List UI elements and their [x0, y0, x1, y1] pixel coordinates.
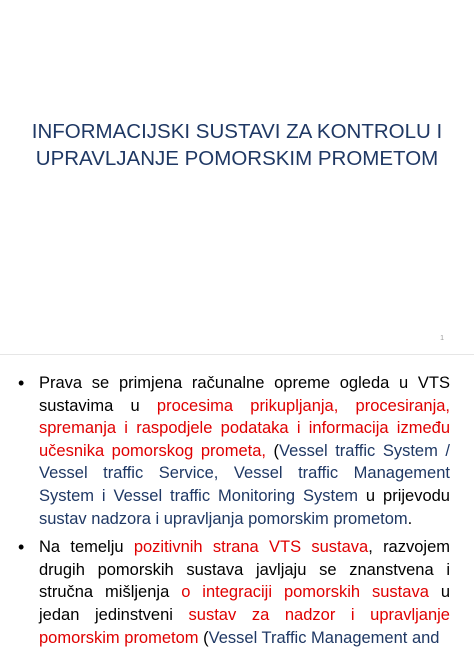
- bullet-2-highlight-1: pozitivnih strana VTS sustava: [133, 538, 369, 557]
- bullet-item-2: [18, 536, 450, 649]
- bullet-2-highlight-3: sustav za nadzor i upravljanje pomorskim prometom: [39, 605, 450, 647]
- bullet-dot-icon: •: [18, 373, 25, 393]
- bullet-dot-icon: •: [18, 537, 25, 558]
- slide-title-line-2: UPRAVLJANJE POMORSKIM PROMETOM: [35, 147, 439, 170]
- slide-title-line-1: INFORMACIJSKI SUSTAVI ZA KONTROLU I: [31, 120, 443, 143]
- bullet-2-text-4: (: [198, 628, 209, 647]
- bullet-list: [18, 372, 450, 655]
- bullet-item-1: [18, 372, 450, 530]
- bullet-1-text-2: (: [265, 441, 280, 460]
- bullet-2-text-2: , razvojem drugih pomorskih sustava javljaju se znanstvena i stručna mišljenja: [39, 538, 451, 602]
- slide-title: [0, 118, 474, 172]
- bullet-1-term-1: Vessel traffic System / Vessel traffic Service, Vessel traffic Management System i Vessel traffic Monitoring System: [39, 441, 450, 505]
- bullet-2-highlight-2: o integraciji pomorskih sustava: [181, 583, 429, 602]
- bullet-2-text-1: Na temelju: [39, 538, 134, 557]
- bullet-2-text-3: u jedan jedinstveni: [39, 583, 450, 624]
- bullet-1-text-1: Prava se primjena računalne opreme ogleda u VTS sustavima u: [39, 374, 450, 415]
- bullet-2-term-1: Vessel Traffic Management and: [208, 628, 440, 647]
- content-slide: [0, 356, 474, 647]
- bullet-1-highlight-1: procesima prikupljanja, procesiranja, spremanja i raspodjele podataka i informacija između učesnika pomorskog prometa,: [39, 396, 451, 460]
- page-number: 1: [440, 335, 444, 342]
- bullet-1-term-2: sustav nadzora i upravljanja pomorskim prometom: [39, 509, 408, 528]
- bullet-1-text-4: .: [407, 509, 413, 528]
- bullet-1-text-3: u prijevodu: [358, 486, 450, 505]
